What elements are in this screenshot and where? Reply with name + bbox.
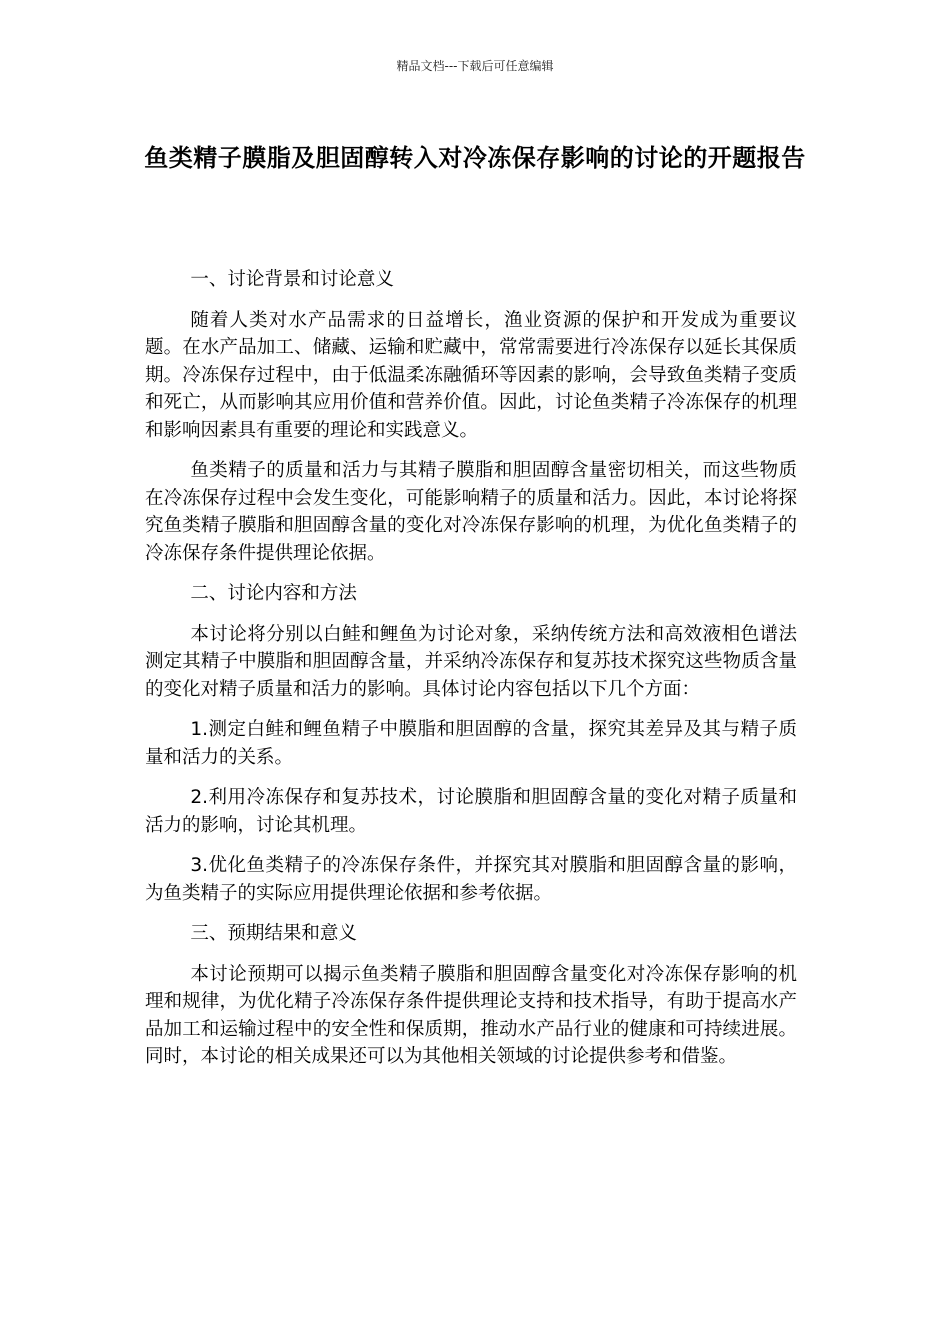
document-body <box>145 266 797 1084</box>
paragraph: 随着人类对水产品需求的日益增长，渔业资源的保护和开发成为重要议题。在水产品加工、储藏、运输和贮藏中，常常需要进行冷冻保存以延长其保质期。冷冻保存过程中，由于低温柔冻融循环等因素的影响，会导致鱼类精子变质和死亡，从而影响其应用价值和营养价值。因此，讨论鱼类精子冷冻保存的机理和影响因素具有重要的理论和实践意义。 <box>145 309 797 441</box>
section-heading-expected-results: 三、预期结果和意义 <box>190 923 357 944</box>
list-item: 3.优化鱼类精子的冷冻保存条件，并探究其对膜脂和胆固醇含量的影响，为鱼类精子的实际应用提供理论依据和参考依据。 <box>145 855 797 904</box>
document-title: 鱼类精子膜脂及胆固醇转入对冷冻保存影响的讨论的开题报告 <box>144 144 806 172</box>
section-heading-content-methods: 二、讨论内容和方法 <box>190 583 357 604</box>
list-item: 2.利用冷冻保存和复苏技术，讨论膜脂和胆固醇含量的变化对精子质量和活力的影响，讨论其机理。 <box>145 787 797 836</box>
list-item: 1.测定白鲑和鲤鱼精子中膜脂和胆固醇的含量，探究其差异及其与精子质量和活力的关系。 <box>145 719 797 768</box>
header-note: 精品文档---下载后可任意编辑 <box>396 59 554 73</box>
section-heading-background: 一、讨论背景和讨论意义 <box>190 269 394 290</box>
paragraph: 本讨论将分别以白鲑和鲤鱼为讨论对象，采纳传统方法和高效液相色谱法测定其精子中膜脂和胆固醇含量，并采纳冷冻保存和复苏技术探究这些物质含量的变化对精子质量和活力的影响。具体讨论内容包括以下几个方面： <box>145 623 797 700</box>
paragraph: 鱼类精子的质量和活力与其精子膜脂和胆固醇含量密切相关，而这些物质在冷冻保存过程中会发生变化，可能影响精子的质量和活力。因此，本讨论将探究鱼类精子膜脂和胆固醇含量的变化对冷冻保存影响的机理，为优化鱼类精子的冷冻保存条件提供理论依据。 <box>145 460 797 564</box>
paragraph: 本讨论预期可以揭示鱼类精子膜脂和胆固醇含量变化对冷冻保存影响的机理和规律，为优化精子冷冻保存条件提供理论支持和技术指导，有助于提高水产品加工和运输过程中的安全性和保质期，推动水产品行业的健康和可持续进展。同时，本讨论的相关成果还可以为其他相关领域的讨论提供参考和借鉴。 <box>145 963 797 1067</box>
